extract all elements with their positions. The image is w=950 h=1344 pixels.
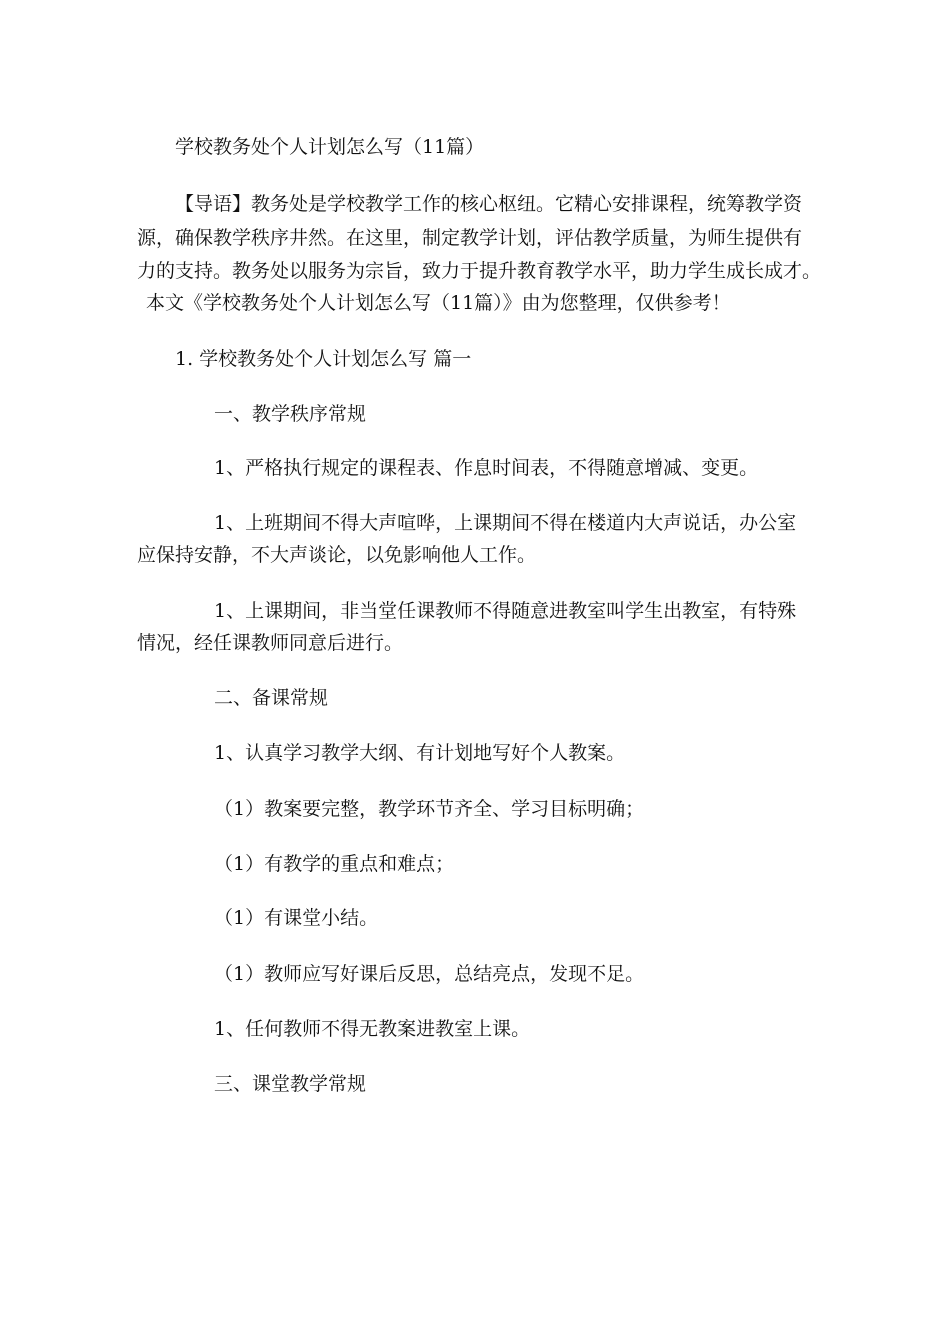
section1-item-3-line-2: 情况，经任课教师同意后进行。 [137,632,404,654]
section-heading-3: 三、课堂教学常规 [214,1073,367,1095]
section-heading-1: 一、教学秩序常规 [214,403,367,425]
intro-line-1: 【导语】教务处是学校教学工作的核心枢纽。它精心安排课程，统筹教学资 [175,193,803,215]
section1-item-2-line-2: 应保持安静，不大声谈论，以免影响他人工作。 [137,544,537,566]
section2-subitem-2: （1）有教学的重点和难点； [214,853,455,875]
section1-item-2-line-1: 1、上班期间不得大声喧哗，上课期间不得在楼道内大声说话，办公室 [214,512,797,534]
document-title: 学校教务处个人计划怎么写（11篇） [175,136,485,158]
section1-item-3-line-1: 1、上课期间，非当堂任课教师不得随意进教室叫学生出教室，有特殊 [214,600,797,622]
section2-subitem-4: （1）教师应写好课后反思，总结亮点，发现不足。 [214,963,645,985]
intro-line-3: 力的支持。教务处以服务为宗旨，致力于提升教育教学水平，助力学生成长成才。 [137,260,822,282]
section2-item-1: 1、认真学习教学大纲、有计划地写好个人教案。 [214,742,626,764]
article-heading: 1. 学校教务处个人计划怎么写 篇一 [175,348,472,370]
section2-item-2: 1、任何教师不得无教案进教室上课。 [214,1018,531,1040]
intro-line-4: 本文《学校教务处个人计划怎么写（11篇）》由为您整理，仅供参考！ [146,292,731,314]
section2-subitem-3: （1）有课堂小结。 [214,907,379,929]
intro-line-2: 源，确保教学秩序井然。在这里，制定教学计划，评估教学质量，为师生提供有 [137,227,803,249]
section1-item-1: 1、严格执行规定的课程表、作息时间表，不得随意增减、变更。 [214,457,759,479]
section-heading-2: 二、备课常规 [214,687,329,709]
section2-subitem-1: （1）教案要完整，教学环节齐全、学习目标明确； [214,798,645,820]
